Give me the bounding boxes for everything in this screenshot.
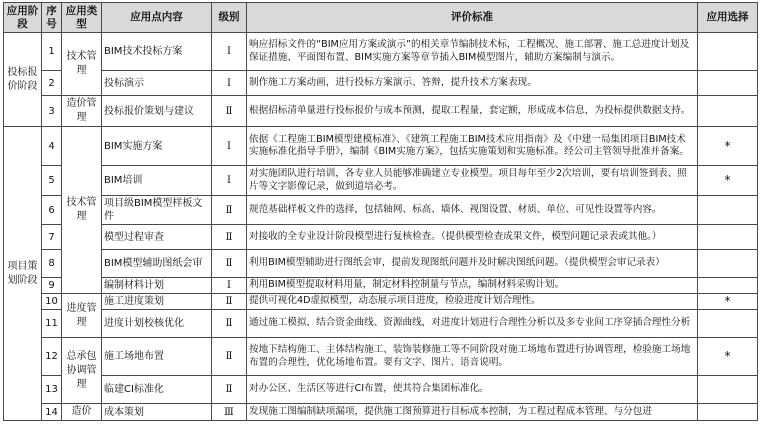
- table-row: [4, 96, 758, 127]
- choice-cell: *: [698, 166, 758, 196]
- header-choice: 应用选择: [698, 3, 758, 33]
- level-cell: Ⅰ: [212, 166, 247, 196]
- level-cell: Ⅱ: [212, 96, 247, 127]
- seq-cell: 8: [42, 250, 62, 278]
- type-cell-bid-tech: 技术管理: [62, 33, 102, 96]
- choice-cell: [698, 96, 758, 127]
- type-cell-plan-tech: 技术管理: [62, 127, 102, 294]
- level-cell: Ⅰ: [212, 127, 247, 166]
- level-cell: Ⅱ: [212, 250, 247, 278]
- seq-cell: 3: [42, 96, 62, 127]
- choice-cell: [698, 310, 758, 338]
- level-cell: Ⅰ: [212, 71, 247, 96]
- seq-cell: 10: [42, 294, 62, 310]
- seq-cell: 14: [42, 404, 62, 421]
- level-cell: Ⅱ: [212, 338, 247, 376]
- table-header-row: [4, 3, 758, 33]
- choice-cell: *: [698, 127, 758, 166]
- content-cell: 成本策划: [102, 404, 212, 421]
- criteria-cell: 响应招标文件的“BIM应用方案或演示”的相关章节编制技术标，工程概况、施工部署、施工总进度计划及保证措施、平面图布置、BIM实施方案等章节插入BIM模型图片，辅助方案编制与演示。: [247, 33, 698, 71]
- content-cell: 临建CI标准化: [102, 376, 212, 404]
- choice-cell: [698, 225, 758, 250]
- table-row: [4, 294, 758, 310]
- stage-cell-plan: 项目策划阶段: [4, 127, 42, 421]
- seq-cell: 11: [42, 310, 62, 338]
- choice-cell: [698, 376, 758, 404]
- content-cell: 模型过程审查: [102, 225, 212, 250]
- criteria-cell: 规范基础样板文件的选择，包括轴网、标高、墙体、视图设置、材质、单位、可见性设置等内容。: [247, 196, 698, 225]
- content-cell: 项目级BIM模型样板文件: [102, 196, 212, 225]
- criteria-cell: 对接收的全专业设计阶段模型进行复核检查。（提供模型检查成果文件，模型问题记录表或其他。）: [247, 225, 698, 250]
- seq-cell: 13: [42, 376, 62, 404]
- level-cell: Ⅱ: [212, 196, 247, 225]
- header-content: 应用点内容: [102, 3, 212, 33]
- table-row: [4, 166, 758, 196]
- level-cell: Ⅱ: [212, 294, 247, 310]
- criteria-cell: 按地下结构施工、主体结构施工、装饰装修施工等不同阶段对施工场地布置进行协调管理，检验施工场地布置的合理性，优化场地布置。要有文字、图片、语音说明。: [247, 338, 698, 376]
- content-cell: 编制材料计划: [102, 278, 212, 294]
- level-cell: Ⅰ: [212, 278, 247, 294]
- bim-evaluation-table: [3, 2, 758, 421]
- content-cell: 施工场地布置: [102, 338, 212, 376]
- type-cell-cost: 造价: [62, 404, 102, 421]
- stage-cell-bid: 投标报价阶段: [4, 33, 42, 127]
- table-row: [4, 225, 758, 250]
- header-stage: 应用阶段: [4, 3, 42, 33]
- choice-cell: *: [698, 338, 758, 376]
- criteria-cell: 发现施工图编制缺项漏项，提供施工图预算进行目标成本控制，为工程过程成本管理、与分包进: [247, 404, 698, 421]
- choice-cell: [698, 196, 758, 225]
- criteria-cell: 根据招标清单量进行投标报价与成本预测，提取工程量，套定额，形成成本信息，为投标提供数据支持。: [247, 96, 698, 127]
- type-cell-bid-cost: 造价管理: [62, 96, 102, 127]
- seq-cell: 2: [42, 71, 62, 96]
- content-cell: 投标报价策划与建议: [102, 96, 212, 127]
- choice-cell: [698, 33, 758, 71]
- table-row: [4, 71, 758, 96]
- content-cell: BIM技术投标方案: [102, 33, 212, 71]
- seq-cell: 7: [42, 225, 62, 250]
- level-cell: Ⅱ: [212, 376, 247, 404]
- type-cell-contract: 总承包协调管理: [62, 338, 102, 404]
- table-row: [4, 310, 758, 338]
- header-level: 级别: [212, 3, 247, 33]
- table-row: [4, 278, 758, 294]
- content-cell: 投标演示: [102, 71, 212, 96]
- header-criteria: 评价标准: [247, 3, 698, 33]
- choice-cell: [698, 250, 758, 278]
- criteria-cell: 通过施工模拟，结合资金曲线、资源曲线，对进度计划进行合理性分析以及多专业间工序穿插合理性分析: [247, 310, 698, 338]
- type-cell-schedule: 进度管理: [62, 294, 102, 338]
- choice-cell: [698, 71, 758, 96]
- criteria-cell: 对实施团队进行培训，各专业人员能够准确建立专业模型。项目每年至少2次培训，要有培训签到表、照片等文字影像记录，做到道培必考。: [247, 166, 698, 196]
- table-row: [4, 33, 758, 71]
- choice-cell: [698, 278, 758, 294]
- choice-cell: [698, 404, 758, 421]
- table-row: [4, 338, 758, 376]
- seq-cell: 12: [42, 338, 62, 376]
- seq-cell: 6: [42, 196, 62, 225]
- criteria-cell: 制作施工方案动画，进行投标方案演示、答辩，提升技术方案表现。: [247, 71, 698, 96]
- table-row: [4, 196, 758, 225]
- criteria-cell: 利用BIM模型提取材料用量，制定材料控制量与节点，编制材料采购计划。: [247, 278, 698, 294]
- seq-cell: 1: [42, 33, 62, 71]
- criteria-cell: 利用BIM模型辅助进行图纸会审，提前发现图纸问题并及时解决图纸问题。（提供模型会审记录表）: [247, 250, 698, 278]
- table-row: [4, 376, 758, 404]
- content-cell: BIM模型辅助图纸会审: [102, 250, 212, 278]
- level-cell: Ⅱ: [212, 225, 247, 250]
- seq-cell: 9: [42, 278, 62, 294]
- content-cell: BIM培训: [102, 166, 212, 196]
- criteria-cell: 对办公区、生活区等进行CI布置，使其符合集团标准化。: [247, 376, 698, 404]
- level-cell: Ⅲ: [212, 404, 247, 421]
- content-cell: 施工进度策划: [102, 294, 212, 310]
- table-row: [4, 404, 758, 421]
- table-row: [4, 250, 758, 278]
- seq-cell: 4: [42, 127, 62, 166]
- seq-cell: 5: [42, 166, 62, 196]
- criteria-cell: 依据《工程施工BIM模型建模标准》、《建筑工程施工BIM技术应用指南》及《中建一局集团项目BIM技术实施标准化指导手册》，编制《BIM实施方案》，包括实施策划和实施标准。经公司主管领导批准并备案。: [247, 127, 698, 166]
- content-cell: 进度计划校核优化: [102, 310, 212, 338]
- criteria-cell: 提供可视化4D虚拟模型，动态展示项目进度，检验进度计划合理性。: [247, 294, 698, 310]
- header-seq: 序号: [42, 3, 62, 33]
- choice-cell: *: [698, 294, 758, 310]
- level-cell: Ⅰ: [212, 33, 247, 71]
- header-type: 应用类型: [62, 3, 102, 33]
- content-cell: BIM实施方案: [102, 127, 212, 166]
- level-cell: Ⅱ: [212, 310, 247, 338]
- table-row: [4, 127, 758, 166]
